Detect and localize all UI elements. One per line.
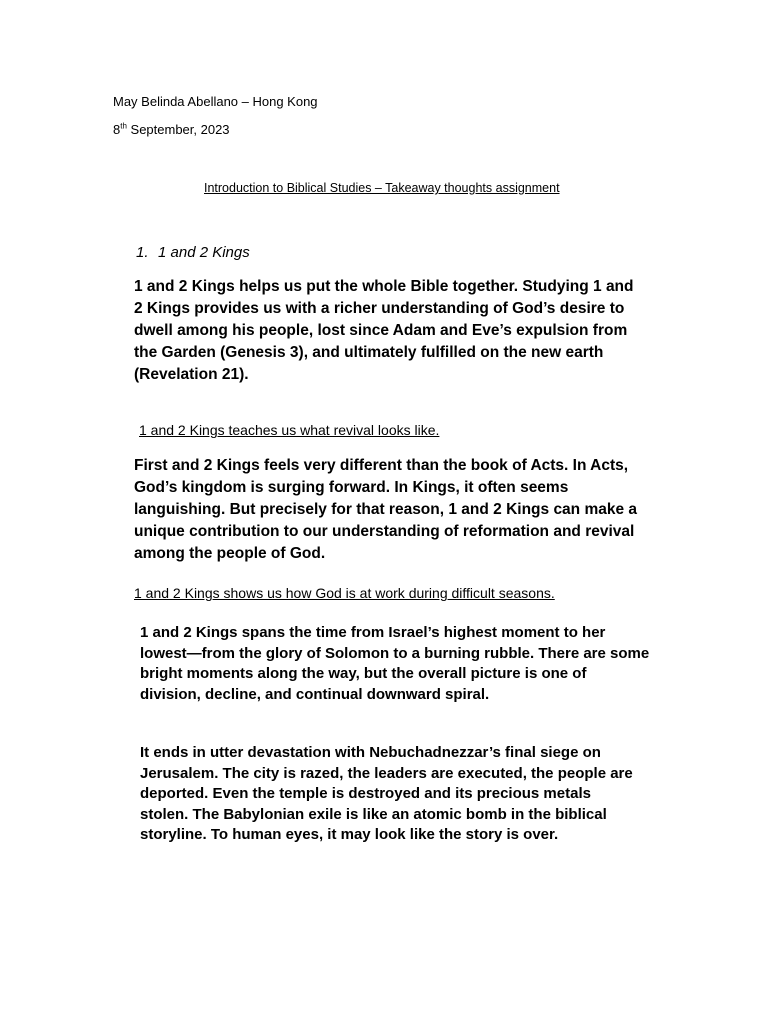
date-day: 8 xyxy=(113,122,121,137)
section-heading xyxy=(136,244,250,261)
difficult-seasons-paragraph-1: 1 and 2 Kings spans the time from Israel’s highest moment to her lowest—from the glory of Solomon to a burning rubble. There are some bright moments along the way, but the overall picture is one of division, decline, and continual downward spiral. xyxy=(140,624,650,703)
revival-paragraph: First and 2 Kings feels very different than the book of Acts. In Acts, God’s kingdom is surging forward. In Kings, it often seems languishing. But precisely for that reason, 1 and 2 Kings can make a unique contribution to our understanding of reformation and revival among the people of God. xyxy=(134,457,638,562)
section-number: 1. xyxy=(136,244,149,261)
date-rest: September, 2023 xyxy=(126,122,230,137)
date-line xyxy=(113,122,230,137)
difficult-seasons-subheading: 1 and 2 Kings shows us how God is at work during difficult seasons. xyxy=(134,585,555,601)
intro-paragraph: 1 and 2 Kings helps us put the whole Bible together. Studying 1 and 2 Kings provides us with a richer understanding of God’s desire to dwell among his people, lost since Adam and Eve’s expulsion from the Garden (Genesis 3), and ultimately fulfilled on the new earth (Revelation 21). xyxy=(134,278,634,383)
section-title: 1 and 2 Kings xyxy=(158,244,250,261)
document-title: Introduction to Biblical Studies – Takeaway thoughts assignment xyxy=(204,181,560,195)
revival-subheading: 1 and 2 Kings teaches us what revival looks like. xyxy=(139,422,440,438)
difficult-seasons-paragraph-2: It ends in utter devastation with Nebuchadnezzar’s final siege on Jerusalem. The city is razed, the leaders are executed, the people are deported. Even the temple is destroyed and its precious metals stolen. The Babylonian exile is like an atomic bomb in the biblical storyline. To human eyes, it may look like the story is over. xyxy=(140,744,633,843)
author-line: May Belinda Abellano – Hong Kong xyxy=(113,94,318,109)
date-suffix: th xyxy=(120,121,127,131)
